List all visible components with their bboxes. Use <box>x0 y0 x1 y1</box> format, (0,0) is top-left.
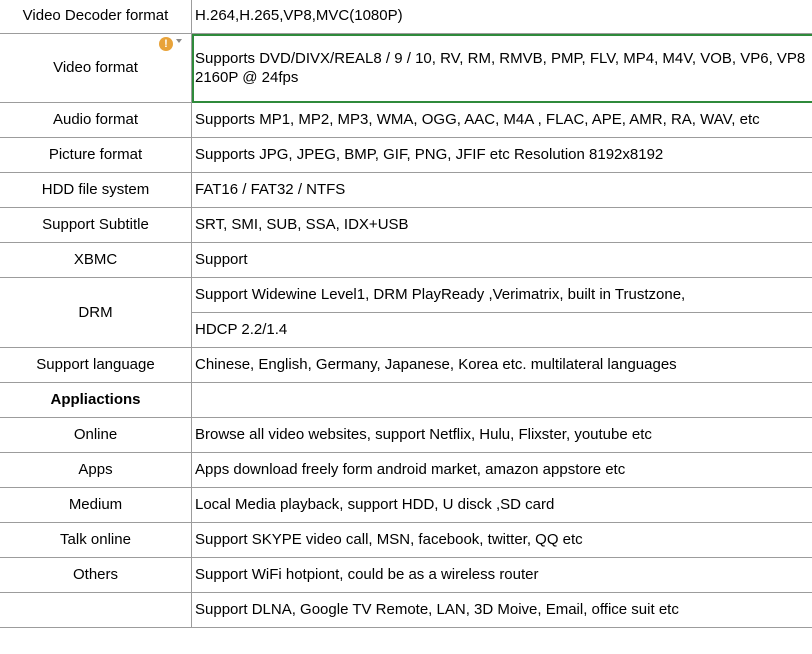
cell-label[interactable]: Online <box>0 418 192 453</box>
cell-label[interactable]: Video format <box>0 34 192 103</box>
cell-value-selected[interactable]: Supports DVD/DIVX/REAL8 / 9 / 10, RV, RM, RMVB, PMP, FLV, MP4, M4V, VOB, VP6, VP8 2160P @ 24fps <box>192 34 812 103</box>
cell-label[interactable]: Talk online <box>0 523 192 558</box>
table-row <box>0 488 812 523</box>
chevron-down-icon[interactable] <box>176 39 182 43</box>
cell-value[interactable]: SRT, SMI, SUB, SSA, IDX+USB <box>192 208 812 243</box>
table-row <box>0 558 812 593</box>
table-row <box>0 418 812 453</box>
cell-value[interactable]: Apps download freely form android market, amazon appstore etc <box>192 453 812 488</box>
cell-value[interactable]: Support Widewine Level1, DRM PlayReady ,Verimatrix, built in Trustzone, <box>192 278 812 313</box>
cell-label[interactable]: Apps <box>0 453 192 488</box>
cell-label[interactable]: XBMC <box>0 243 192 278</box>
cell-label[interactable]: Support Subtitle <box>0 208 192 243</box>
table-row <box>0 383 812 418</box>
cell-value[interactable]: Support WiFi hotpiont, could be as a wireless router <box>192 558 812 593</box>
cell-value[interactable]: Support SKYPE video call, MSN, facebook, twitter, QQ etc <box>192 523 812 558</box>
cell-label[interactable]: Support language <box>0 348 192 383</box>
cell-label[interactable]: Medium <box>0 488 192 523</box>
cell-value-empty[interactable] <box>192 383 812 418</box>
warning-icon[interactable]: ! <box>159 37 173 51</box>
cell-value[interactable]: Supports JPG, JPEG, BMP, GIF, PNG, JFIF etc Resolution 8192x8192 <box>192 138 812 173</box>
cell-label[interactable]: HDD file system <box>0 173 192 208</box>
table-row <box>0 453 812 488</box>
section-header-cell[interactable]: Appliactions <box>0 383 192 418</box>
table-row <box>0 243 812 278</box>
table-row <box>0 523 812 558</box>
cell-value[interactable]: Support DLNA, Google TV Remote, LAN, 3D Moive, Email, office suit etc <box>192 593 812 628</box>
cell-value[interactable]: HDCP 2.2/1.4 <box>192 313 812 348</box>
table-row <box>0 103 812 138</box>
cell-label-merged[interactable]: DRM <box>0 278 192 348</box>
cell-value[interactable]: Browse all video websites, support Netflix, Hulu, Flixster, youtube etc <box>192 418 812 453</box>
table-row <box>0 348 812 383</box>
cell-value[interactable]: Chinese, English, Germany, Japanese, Korea etc. multilateral languages <box>192 348 812 383</box>
table-row <box>0 278 812 313</box>
table-row <box>0 208 812 243</box>
cell-value[interactable]: H.264,H.265,VP8,MVC(1080P) <box>192 0 812 34</box>
table-row <box>0 138 812 173</box>
cell-label-empty[interactable] <box>0 593 192 628</box>
table-row <box>0 593 812 628</box>
cell-label[interactable]: Picture format <box>0 138 192 173</box>
table-row <box>0 173 812 208</box>
table-row <box>0 34 812 103</box>
cell-value[interactable]: FAT16 / FAT32 / NTFS <box>192 173 812 208</box>
cell-value[interactable]: Support <box>192 243 812 278</box>
table-row <box>0 0 812 34</box>
cell-label[interactable]: Video Decoder format <box>0 0 192 34</box>
cell-value[interactable]: Local Media playback, support HDD, U disck ,SD card <box>192 488 812 523</box>
cell-label[interactable]: Audio format <box>0 103 192 138</box>
cell-value[interactable]: Supports MP1, MP2, MP3, WMA, OGG, AAC, M4A , FLAC, APE, AMR, RA, WAV, etc <box>192 103 812 138</box>
cell-label[interactable]: Others <box>0 558 192 593</box>
